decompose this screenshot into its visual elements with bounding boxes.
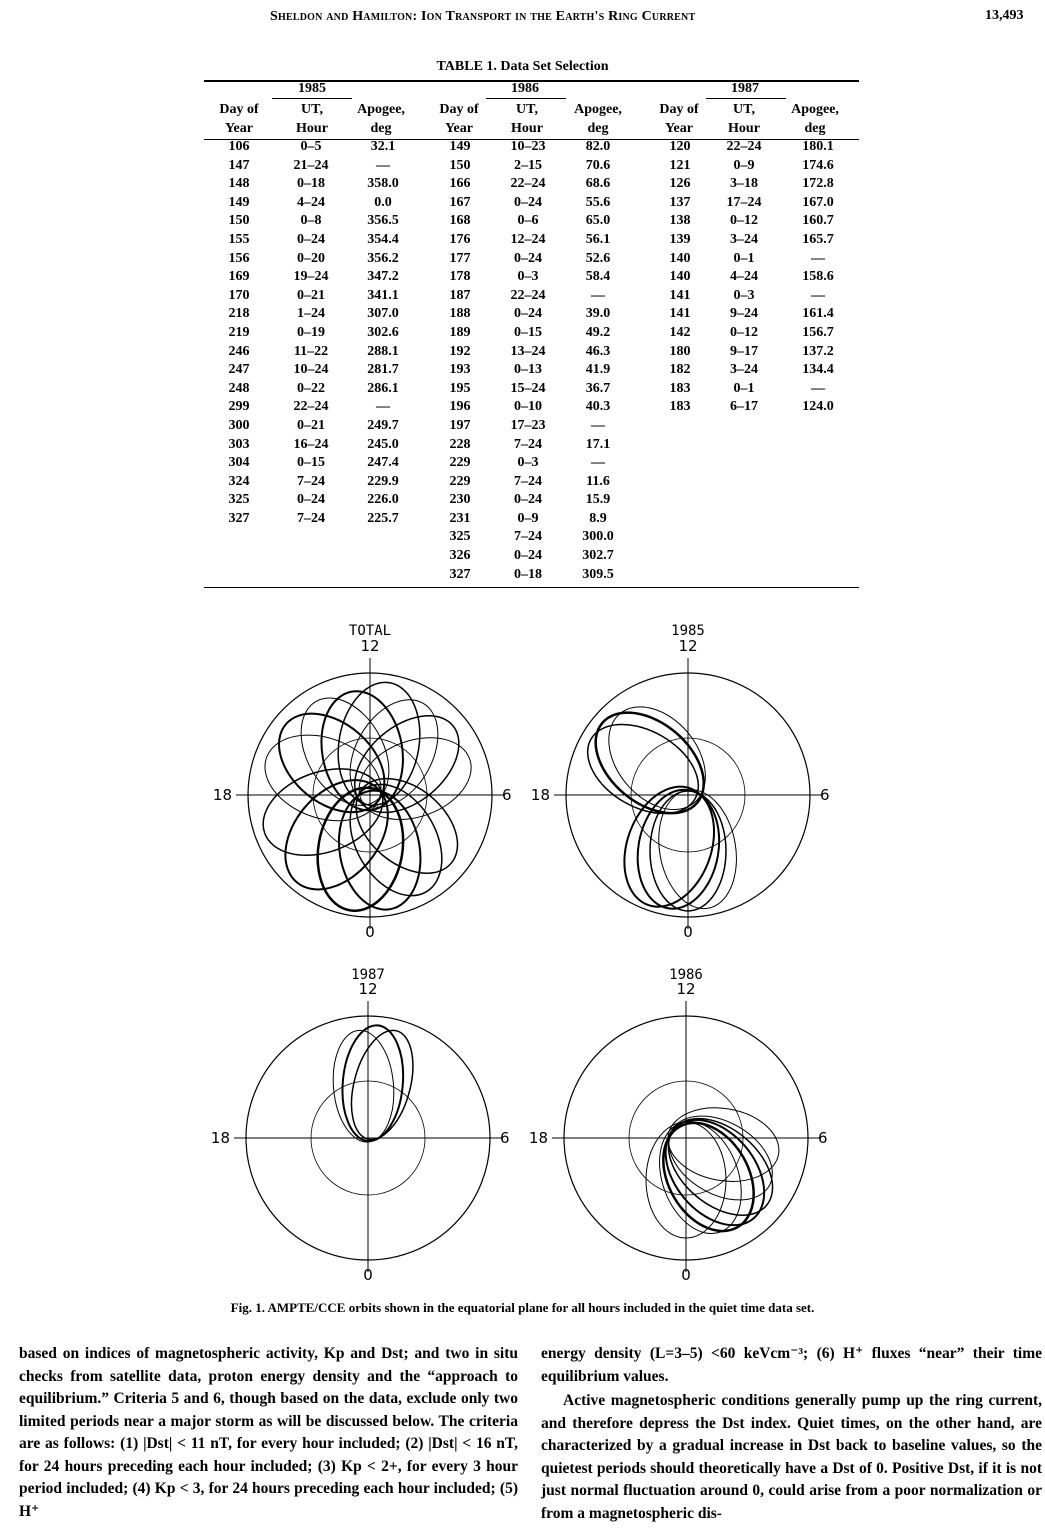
body-right-paragraph-1: energy density (L=3–5) <60 keVcm⁻³; (6) H⁺ fluxes “near” their time equilibrium values. xyxy=(541,1345,1042,1385)
table-cell: 231 xyxy=(449,510,471,526)
table-cell: 121 xyxy=(669,157,691,173)
table-cell: 65.0 xyxy=(585,213,611,229)
label-noon: 12 xyxy=(676,980,696,998)
table-cell: 150 xyxy=(449,157,471,173)
table-cell: — xyxy=(591,455,605,471)
table-cell: 22–24 xyxy=(293,399,329,415)
label-dusk: 18 xyxy=(528,1129,548,1147)
table-cell: 167 xyxy=(449,194,471,210)
table-cell: 10–23 xyxy=(510,139,546,154)
table-cell: 7–24 xyxy=(514,473,542,489)
table-cell: 281.7 xyxy=(367,362,399,378)
table-cell: 172.8 xyxy=(802,176,834,192)
label-dawn: 6 xyxy=(502,786,512,804)
table-cell: 140 xyxy=(669,269,691,285)
table-cell: 174.6 xyxy=(802,157,834,173)
table-cell: — xyxy=(811,250,825,266)
table-cell: 165.7 xyxy=(802,231,834,247)
table-cell: 40.3 xyxy=(585,399,611,415)
page-number: 13,493 xyxy=(985,8,1024,23)
table-cell: 58.4 xyxy=(585,269,611,285)
orbit-plot xyxy=(210,635,530,955)
table-cell: 0–1 xyxy=(733,380,755,396)
body-left-paragraph: based on indices of magnetospheric activity, Kp and Dst; and two in situ checks from satellite data, proton energy density and the “approach to equilibrium.” Criteria 5 and 6, though based on the data, exclude only two limited periods near a major storm as will be discussed below. The criteria are as follows: (1) |Dst| < 11 nT, for every hour included; (2) |Dst| < 16 nT, for 24 hours preceding each hour included; (3) Kp < 2+, for every 3 hour period included; (4) Kp < 3, for 24 hours preceding each hour included; (5) H⁺ xyxy=(19,1345,518,1520)
label-dawn: 6 xyxy=(818,1129,828,1147)
table-cell: 17–23 xyxy=(510,417,546,433)
table-cell: 229 xyxy=(449,455,471,471)
table-cell: 68.6 xyxy=(585,176,611,192)
orbit-plot xyxy=(208,978,528,1298)
table-cell: 180 xyxy=(669,343,691,359)
table-cell: 0–24 xyxy=(514,194,542,210)
table-cell: 11.6 xyxy=(586,473,610,489)
year-underline-1985 xyxy=(272,98,352,99)
column-header: Day of Year xyxy=(219,102,259,136)
table-cell: 22–24 xyxy=(510,287,546,303)
table-cell: 32.1 xyxy=(370,139,396,154)
table-cell: 0–19 xyxy=(297,324,325,340)
table-cell: — xyxy=(376,399,390,415)
table-cell: 46.3 xyxy=(585,343,611,359)
table-cell: 4–24 xyxy=(730,269,758,285)
table-cell: 41.9 xyxy=(585,362,611,378)
orbit-plot xyxy=(526,978,846,1298)
table-cell: 49.2 xyxy=(585,324,611,340)
table-cell: 0–18 xyxy=(514,566,542,582)
orbit-trace xyxy=(341,1024,424,1147)
table-cell: 7–24 xyxy=(514,529,542,545)
table-cell: 218 xyxy=(228,306,250,322)
table-cell: 19–24 xyxy=(293,269,329,285)
table-cell: 141 xyxy=(669,306,691,322)
table-cell: 9–24 xyxy=(730,306,758,322)
table-cell: 192 xyxy=(449,343,471,359)
table-cell: 358.0 xyxy=(367,176,399,192)
table-cell: 300 xyxy=(228,417,250,433)
table-cell: 0–15 xyxy=(514,324,542,340)
table-cell: 6–17 xyxy=(730,399,758,415)
orbit-trace xyxy=(329,1028,399,1145)
table-column-apogee xyxy=(570,138,626,584)
table-cell: 106 xyxy=(228,139,250,154)
table-cell: 56.1 xyxy=(585,231,611,247)
column-header: Day of Year xyxy=(439,102,479,136)
table-cell: 7–24 xyxy=(514,436,542,452)
label-noon: 12 xyxy=(360,637,380,655)
table-column-ut xyxy=(283,138,339,528)
orbit-trace xyxy=(650,1099,791,1234)
table-cell: 0–12 xyxy=(730,324,758,340)
table-cell: 183 xyxy=(669,380,691,396)
table-cell: 246 xyxy=(228,343,250,359)
plot-title: 1985 xyxy=(671,623,705,639)
table-cell: — xyxy=(591,417,605,433)
table-cell: 0–20 xyxy=(297,250,325,266)
table-cell: 195 xyxy=(449,380,471,396)
table-cell: 124.0 xyxy=(802,399,834,415)
orbit-plot xyxy=(528,635,848,955)
year-1987: 1987 xyxy=(731,81,759,96)
body-right-paragraph-2: Active magnetospheric conditions generally pump up the ring current, and therefore depress the Dst index. Quiet times, on the other hand, are characterized by a gradual increase in Dst back to baseline values, so the quietest periods should theoretically have a Dst of 0. Positive Dst, if it is not just normal fluctuation around 0, could arise from a poor normalization or from a magnetospheric dis- xyxy=(541,1392,1042,1522)
table-title: TABLE 1. Data Set Selection xyxy=(436,59,609,74)
label-dawn: 6 xyxy=(820,786,830,804)
table-cell: 138 xyxy=(669,213,691,229)
orbit-trace xyxy=(338,1023,408,1144)
table-cell: 0–15 xyxy=(297,455,325,471)
table-cell: 193 xyxy=(449,362,471,378)
table-cell: 309.5 xyxy=(582,566,614,582)
table-cell: 347.2 xyxy=(367,269,399,285)
running-head: Sheldon and Hamilton: Ion Transport in the Earth's Ring Current xyxy=(270,9,696,24)
table-cell: 0–22 xyxy=(297,380,325,396)
table-column-day xyxy=(436,138,484,584)
orbit-trace xyxy=(251,753,395,871)
table-cell: 55.6 xyxy=(585,194,611,210)
figure-caption: Fig. 1. AMPTE/CCE orbits shown in the equatorial plane for all hours included in the quiet time data set. xyxy=(230,1300,815,1315)
table-column-ut xyxy=(500,138,556,584)
table-cell: 149 xyxy=(228,194,250,210)
table-cell: 288.1 xyxy=(367,343,399,359)
table-cell: 166 xyxy=(449,176,471,192)
table-cell: 0–10 xyxy=(514,399,542,415)
table-cell: 247.4 xyxy=(367,455,399,471)
table-cell: 0–21 xyxy=(297,287,325,303)
table-cell: 303 xyxy=(228,436,250,452)
table-cell: 134.4 xyxy=(802,362,834,378)
table-cell: 325 xyxy=(228,492,250,508)
table-cell: 245.0 xyxy=(367,436,399,452)
table-cell: 160.7 xyxy=(802,213,834,229)
table-cell: 158.6 xyxy=(802,269,834,285)
table-cell: 16–24 xyxy=(293,436,329,452)
table-cell: 0–1 xyxy=(733,250,755,266)
table-cell: 0–24 xyxy=(514,492,542,508)
table-cell: 197 xyxy=(449,417,471,433)
table-cell: 0.0 xyxy=(374,194,392,210)
label-midnight: 0 xyxy=(683,923,693,941)
table-cell: 176 xyxy=(449,231,471,247)
table-cell: 177 xyxy=(449,250,471,266)
table-cell: 0–13 xyxy=(514,362,542,378)
label-dusk: 18 xyxy=(530,786,550,804)
table-cell: 4–24 xyxy=(297,194,325,210)
table-column-day xyxy=(656,138,704,417)
table-cell: 300.0 xyxy=(582,529,614,545)
column-header: UT, Hour xyxy=(728,102,760,136)
table-cell: 326 xyxy=(449,548,471,564)
table-cell: 169 xyxy=(228,269,250,285)
table-cell: 13–24 xyxy=(510,343,546,359)
table-cell: 356.2 xyxy=(367,250,399,266)
table-cell: 182 xyxy=(669,362,691,378)
label-dawn: 6 xyxy=(500,1129,510,1147)
table-cell: 11–22 xyxy=(293,343,329,359)
table-cell: 229.9 xyxy=(367,473,399,489)
label-midnight: 0 xyxy=(365,923,375,941)
table-cell: 307.0 xyxy=(367,306,399,322)
year-underline-1986 xyxy=(486,98,566,99)
table-cell: 148 xyxy=(228,176,250,192)
table-cell: 7–24 xyxy=(297,473,325,489)
table-cell: 156.7 xyxy=(802,324,834,340)
table-cell: 22–24 xyxy=(726,139,762,154)
label-noon: 12 xyxy=(358,980,378,998)
body-left-column xyxy=(19,1343,518,1523)
table-cell: 155 xyxy=(228,231,250,247)
table-cell: 149 xyxy=(449,139,471,154)
table-cell: 178 xyxy=(449,269,471,285)
table-cell: 21–24 xyxy=(293,157,329,173)
table-cell: 167.0 xyxy=(802,194,834,210)
table-cell: — xyxy=(811,380,825,396)
table-cell: 70.6 xyxy=(585,157,611,173)
year-1986: 1986 xyxy=(511,81,539,96)
table-cell: 0–24 xyxy=(297,231,325,247)
year-1985: 1985 xyxy=(298,81,326,96)
table-cell: 228 xyxy=(449,436,471,452)
table-cell: 354.4 xyxy=(367,231,399,247)
table-cell: 8.9 xyxy=(589,510,607,526)
table-cell: 229 xyxy=(449,473,471,489)
orbit-trace xyxy=(312,685,412,817)
table-cell: 140 xyxy=(669,250,691,266)
table-cell: 325 xyxy=(449,529,471,545)
table-cell: 142 xyxy=(669,324,691,340)
table-cell: 10–24 xyxy=(293,362,329,378)
table-cell: 52.6 xyxy=(585,250,611,266)
table-cell: 39.0 xyxy=(585,306,611,322)
table-cell: 302.7 xyxy=(582,548,614,564)
table-cell: 3–24 xyxy=(730,362,758,378)
table-cell: 230 xyxy=(449,492,471,508)
table-cell: 247 xyxy=(228,362,250,378)
column-header: Apogee, deg xyxy=(574,102,622,136)
table-column-apogee xyxy=(790,138,846,417)
table-cell: 0–18 xyxy=(297,176,325,192)
table-cell: 286.1 xyxy=(367,380,399,396)
table-cell: 299 xyxy=(228,399,250,415)
column-header: UT, Hour xyxy=(296,102,328,136)
label-dusk: 18 xyxy=(212,786,232,804)
table-cell: 147 xyxy=(228,157,250,173)
table-cell: 0–3 xyxy=(517,269,539,285)
table-cell: 82.0 xyxy=(585,139,611,154)
column-header: Apogee, deg xyxy=(791,102,839,136)
table-cell: 0–24 xyxy=(514,250,542,266)
orbit-trace xyxy=(646,1101,784,1244)
table-cell: 189 xyxy=(449,324,471,340)
table-cell: 137 xyxy=(669,194,691,210)
table-cell: 249.7 xyxy=(367,417,399,433)
table-cell: 15.9 xyxy=(585,492,611,508)
label-midnight: 0 xyxy=(681,1266,691,1284)
table-cell: 17–24 xyxy=(726,194,762,210)
orbit-trace xyxy=(572,706,714,832)
table-cell: 36.7 xyxy=(585,380,611,396)
table-cell: 3–24 xyxy=(730,231,758,247)
orbit-trace xyxy=(662,1099,785,1189)
table-cell: 22–24 xyxy=(510,176,546,192)
table-cell: 196 xyxy=(449,399,471,415)
table-cell: 9–17 xyxy=(730,343,758,359)
table-cell: 150 xyxy=(228,213,250,229)
table-cell: 3–18 xyxy=(730,176,758,192)
table-cell: 327 xyxy=(449,566,471,582)
table-cell: — xyxy=(811,287,825,303)
table-cell: 180.1 xyxy=(802,139,834,154)
label-dusk: 18 xyxy=(210,1129,230,1147)
table-cell: 17.1 xyxy=(585,436,611,452)
year-underline-1987 xyxy=(706,98,786,99)
table-cell: 0–5 xyxy=(300,139,322,154)
table-cell: 0–8 xyxy=(300,213,322,229)
table-cell: 226.0 xyxy=(367,492,399,508)
column-header: UT, Hour xyxy=(511,102,543,136)
plot-title: 1986 xyxy=(669,967,703,983)
table-cell: 15–24 xyxy=(510,380,546,396)
table-cell: 0–24 xyxy=(514,306,542,322)
table-cell: 120 xyxy=(669,139,691,154)
table-column-apogee xyxy=(355,138,411,528)
table-cell: 139 xyxy=(669,231,691,247)
orbit-trace xyxy=(589,688,725,828)
table-bottom-rule xyxy=(204,587,859,588)
table-cell: 188 xyxy=(449,306,471,322)
table-cell: 0–9 xyxy=(733,157,755,173)
table-cell: 12–24 xyxy=(510,231,546,247)
plot-title: TOTAL xyxy=(348,623,392,639)
table-cell: 327 xyxy=(228,510,250,526)
table-cell: 187 xyxy=(449,287,471,303)
table-cell: 161.4 xyxy=(802,306,834,322)
table-cell: 1–24 xyxy=(297,306,325,322)
label-midnight: 0 xyxy=(363,1266,373,1284)
table-column-ut xyxy=(716,138,772,417)
table-cell: — xyxy=(376,157,390,173)
table-cell: 0–24 xyxy=(297,492,325,508)
table-cell: 225.7 xyxy=(367,510,399,526)
table-cell: 126 xyxy=(669,176,691,192)
table-cell: 356.5 xyxy=(367,213,399,229)
table-cell: 141 xyxy=(669,287,691,303)
table-cell: 2–15 xyxy=(514,157,542,173)
table-cell: 0–3 xyxy=(733,287,755,303)
table-cell: 0–9 xyxy=(517,510,539,526)
table-cell: 0–6 xyxy=(517,213,539,229)
table-cell: 0–12 xyxy=(730,213,758,229)
column-header: Apogee, deg xyxy=(357,102,405,136)
plot-title: 1987 xyxy=(351,967,385,983)
table-cell: 7–24 xyxy=(297,510,325,526)
table-cell: 0–21 xyxy=(297,417,325,433)
table-cell: 0–3 xyxy=(517,455,539,471)
table-cell: — xyxy=(591,287,605,303)
table-cell: 183 xyxy=(669,399,691,415)
table-cell: 304 xyxy=(228,455,250,471)
table-cell: 137.2 xyxy=(802,343,834,359)
table-cell: 170 xyxy=(228,287,250,303)
table-cell: 341.1 xyxy=(367,287,399,303)
table-cell: 219 xyxy=(228,324,250,340)
table-cell: 248 xyxy=(228,380,250,396)
column-header: Day of Year xyxy=(659,102,699,136)
label-noon: 12 xyxy=(678,637,698,655)
table-cell: 156 xyxy=(228,250,250,266)
body-right-column xyxy=(541,1343,1042,1525)
table-cell: 302.6 xyxy=(367,324,399,340)
orbit-trace xyxy=(348,723,483,834)
table-column-day xyxy=(215,138,263,528)
table-cell: 324 xyxy=(228,473,250,489)
table-cell: 0–24 xyxy=(514,548,542,564)
table-cell: 168 xyxy=(449,213,471,229)
